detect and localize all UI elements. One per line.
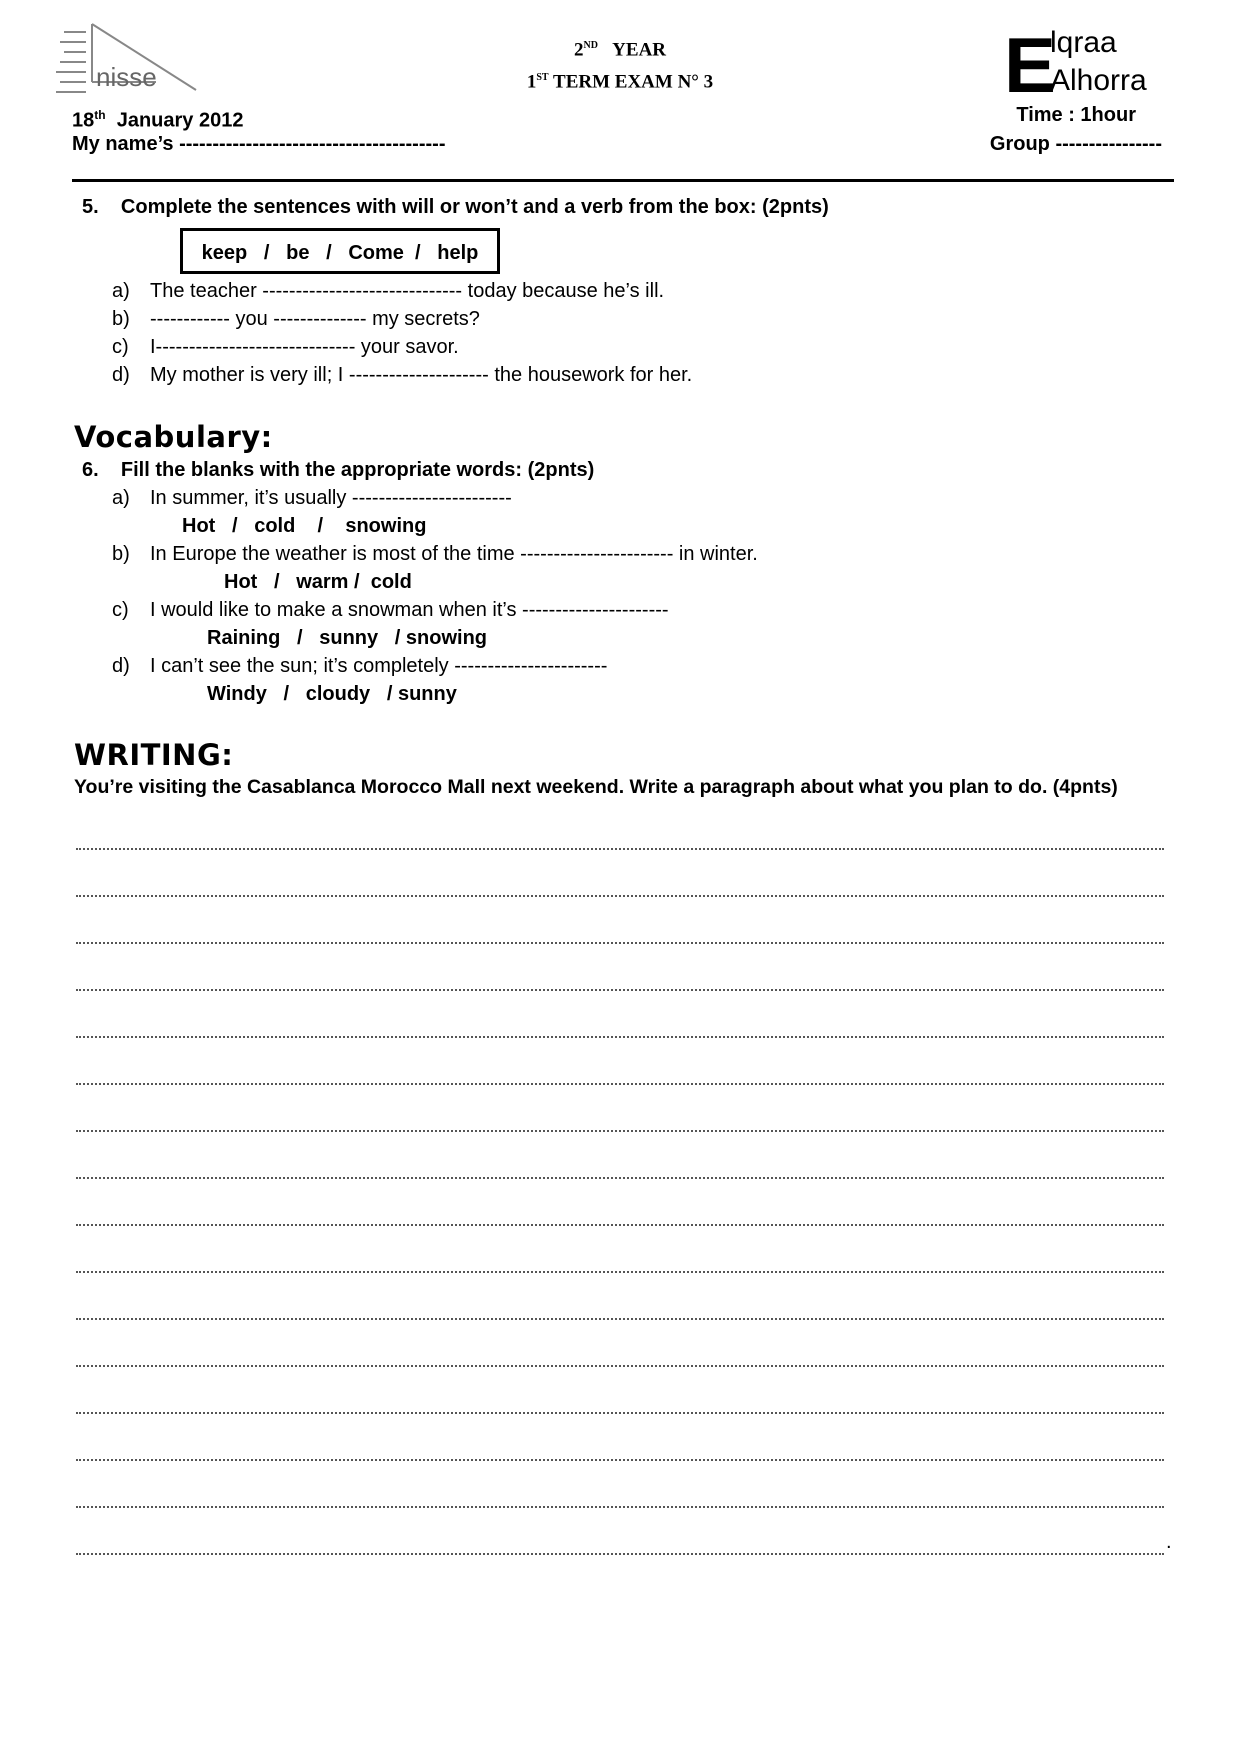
writing-line[interactable]: [76, 1271, 1164, 1273]
verb-box-words: keep / be / Come / help: [201, 242, 479, 264]
svg-text:nisse: nisse: [96, 62, 157, 92]
school-logo-right: [1004, 28, 1174, 98]
writing-line[interactable]: [76, 989, 1164, 991]
q5-item-b[interactable]: b) ------------ you -------------- my secrets?: [112, 308, 480, 330]
writing-line[interactable]: [76, 895, 1164, 897]
exam-title: [420, 32, 820, 97]
question-5-title: 5. Complete the sentences with will or won’t and a verb from the box: (2pnts): [82, 196, 829, 218]
writing-heading: WRITING:: [74, 738, 234, 772]
writing-line[interactable]: [76, 942, 1164, 944]
writing-line[interactable]: [76, 1365, 1164, 1367]
logo-letter: E: [1004, 28, 1057, 98]
exam-date: 18th January 2012: [72, 108, 244, 132]
year-line: 2ND YEAR: [573, 39, 667, 61]
writing-line[interactable]: [76, 1553, 1164, 1555]
writing-line[interactable]: [76, 1459, 1164, 1461]
writing-line[interactable]: [76, 1177, 1164, 1179]
q6-item-c[interactable]: c) I would like to make a snowman when it’s ----------------------: [112, 599, 669, 621]
term-line: 1ST TERM EXAM N° 3: [526, 71, 714, 93]
group-field[interactable]: Group ----------------: [989, 133, 1162, 155]
writing-line[interactable]: [76, 1506, 1164, 1508]
q6-options-b: Hot / warm / cold: [224, 571, 412, 593]
writing-line[interactable]: [76, 1412, 1164, 1414]
school-logo-left: [56, 22, 206, 98]
writing-line[interactable]: [76, 848, 1164, 850]
writing-line[interactable]: [76, 1083, 1164, 1085]
writing-line[interactable]: [76, 1318, 1164, 1320]
writing-prompt: You’re visiting the Casablanca Morocco Mall next weekend. Write a paragraph about what you plan to do. (4pnts): [74, 776, 1118, 798]
question-6-title: 6. Fill the blanks with the appropriate words: (2pnts): [82, 459, 595, 481]
q6-item-b[interactable]: b) In Europe the weather is most of the time ----------------------- in winter.: [112, 543, 758, 565]
writing-line[interactable]: [76, 1224, 1164, 1226]
vocabulary-heading: Vocabulary:: [74, 420, 273, 454]
writing-line[interactable]: [76, 1036, 1164, 1038]
writing-end-mark: .: [1166, 1531, 1172, 1553]
q6-options-d: Windy / cloudy / sunny: [207, 683, 457, 705]
verb-box: [180, 228, 500, 274]
q5-item-a[interactable]: a) The teacher ------------------------------ today because he’s ill.: [112, 280, 665, 302]
exam-time: Time : 1hour: [1016, 104, 1136, 126]
name-field[interactable]: My name’s ----------------------------------------: [72, 133, 446, 155]
q6-options-a: Hot / cold / snowing: [182, 515, 427, 537]
logo-line1: lqraa: [1050, 28, 1117, 59]
writing-line[interactable]: [76, 1130, 1164, 1132]
triangle-logo-icon: [56, 22, 206, 98]
q5-item-d[interactable]: d) My mother is very ill; I --------------------- the housework for her.: [112, 364, 693, 386]
q6-item-a[interactable]: a) In summer, it’s usually ------------------------: [112, 487, 512, 509]
q6-item-d[interactable]: d) I can’t see the sun; it’s completely -----------------------: [112, 655, 608, 677]
q5-item-c[interactable]: c) I------------------------------ your savor.: [112, 336, 459, 358]
header-divider: [72, 179, 1174, 182]
logo-line2: Alhorra: [1050, 64, 1147, 97]
q6-options-c: Raining / sunny / snowing: [207, 627, 488, 649]
